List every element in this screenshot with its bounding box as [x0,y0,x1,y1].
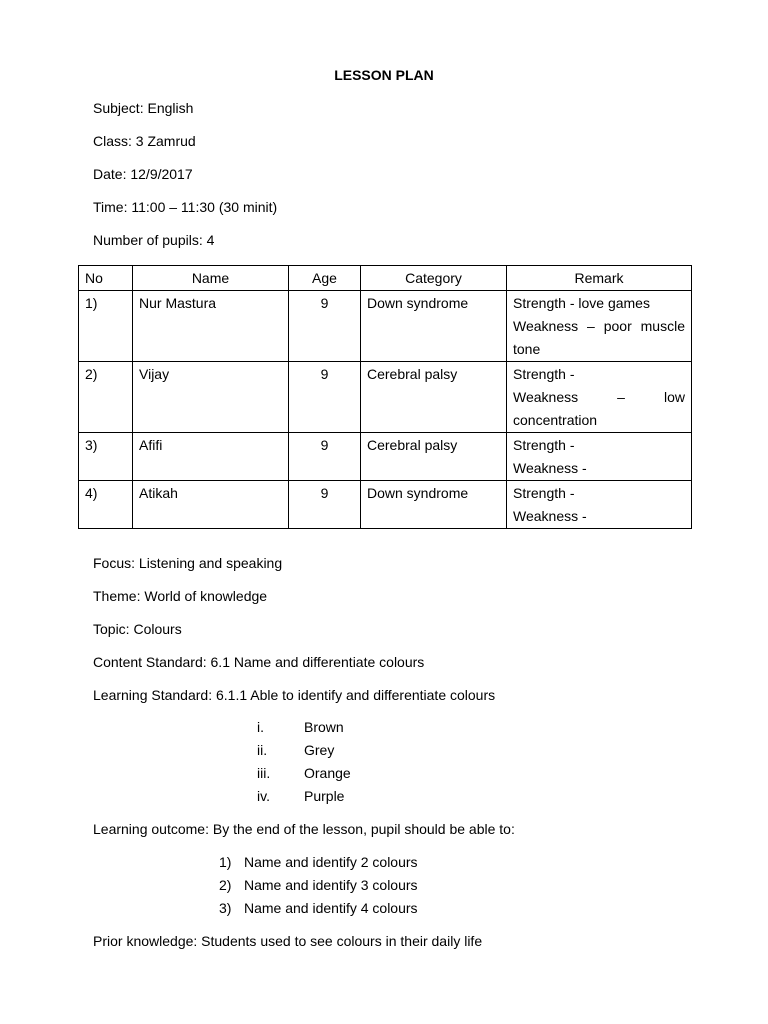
class-line: Class: 3 Zamrud [93,133,196,149]
list-marker: 2) [219,877,232,893]
column-header-age: Age [289,266,361,291]
column-header-name: Name [133,266,289,291]
list-marker: ii. [257,742,268,758]
cell-name: Atikah [133,481,289,529]
remark-weakness: Weakness - [513,460,587,476]
cell-category: Down syndrome [361,481,507,529]
remark-strength: Strength - [513,437,575,453]
list-text: Grey [304,742,335,758]
table-header-row [79,266,692,291]
list-marker: i. [257,719,264,735]
column-header-remark: Remark [507,266,692,291]
list-text: Orange [304,765,351,781]
focus-line: Focus: Listening and speaking [93,555,283,571]
list-text: Brown [304,719,344,735]
prior-knowledge-line: Prior knowledge: Students used to see colours in their daily life [93,933,483,949]
cell-age: 9 [289,481,361,529]
cell-remark [507,362,692,433]
subject-line: Subject: English [93,100,194,116]
cell-category: Down syndrome [361,291,507,362]
page-title: LESSON PLAN [334,67,434,83]
cell-remark [507,291,692,362]
pupils-table [78,265,692,529]
time-line: Time: 11:00 – 11:30 (30 minit) [93,199,278,215]
remark-weakness: Weakness – low concentration [513,389,685,428]
pupils-count-line: Number of pupils: 4 [93,232,215,248]
content-standard-line: Content Standard: 6.1 Name and differentiate colours [93,654,425,670]
cell-age: 9 [289,433,361,481]
list-marker: 1) [219,854,232,870]
remark-strength: Strength - [513,366,575,382]
cell-age: 9 [289,362,361,433]
cell-remark [507,433,692,481]
remark-weakness: Weakness – poor muscle tone [513,318,685,357]
topic-line: Topic: Colours [93,621,182,637]
column-header-no: No [79,266,133,291]
list-text: Name and identify 3 colours [244,877,418,893]
cell-name: Vijay [133,362,289,433]
table-row [79,362,692,433]
cell-name: Nur Mastura [133,291,289,362]
cell-no: 4) [79,481,133,529]
table-row [79,433,692,481]
list-marker: iii. [257,765,271,781]
learning-outcome-line: Learning outcome: By the end of the lesson, pupil should be able to: [93,821,515,837]
date-line: Date: 12/9/2017 [93,166,193,182]
theme-line: Theme: World of knowledge [93,588,268,604]
list-marker: iv. [257,788,270,804]
table-row [79,481,692,529]
list-text: Purple [304,788,345,804]
cell-no: 3) [79,433,133,481]
cell-category: Cerebral palsy [361,362,507,433]
cell-age: 9 [289,291,361,362]
cell-remark [507,481,692,529]
learning-standard-line: Learning Standard: 6.1.1 Able to identify and differentiate colours [93,687,496,703]
cell-no: 2) [79,362,133,433]
list-text: Name and identify 4 colours [244,900,418,916]
cell-name: Afifi [133,433,289,481]
remark-strength: Strength - [513,485,575,501]
list-marker: 3) [219,900,232,916]
remark-strength: Strength - love games [513,295,650,311]
list-text: Name and identify 2 colours [244,854,418,870]
table-row [79,291,692,362]
column-header-category: Category [361,266,507,291]
cell-no: 1) [79,291,133,362]
cell-category: Cerebral palsy [361,433,507,481]
remark-weakness: Weakness - [513,508,587,524]
